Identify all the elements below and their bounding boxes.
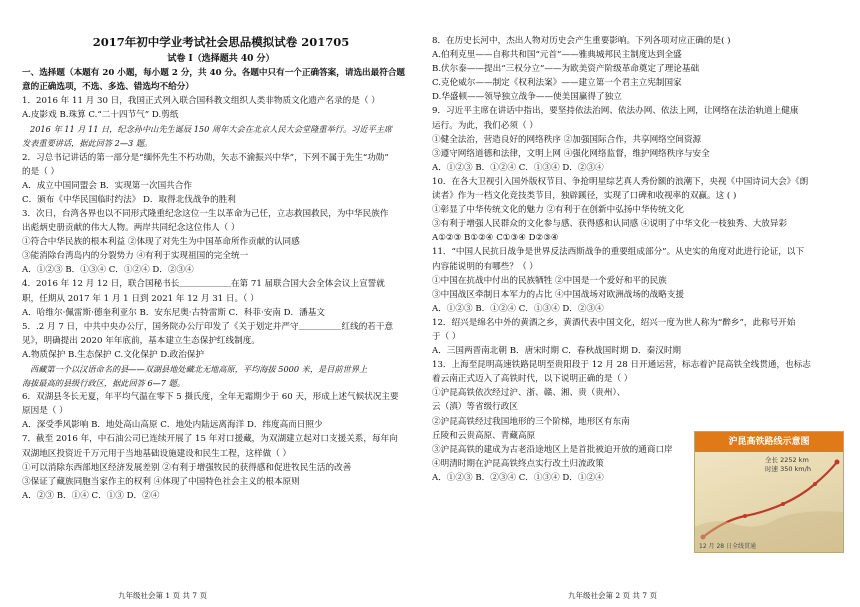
question-line: ③遵守网络道德和法律，文明上网 ④强化网络监督，维护网络秩序与安全 bbox=[432, 148, 710, 159]
question-line: 的是（ ） bbox=[22, 166, 60, 177]
question-line: 2016 年 11 月 11 日，纪念孙中山先生诞辰 150 周年大会在北京人民大会堂隆重举行。习近平主席 bbox=[30, 124, 393, 135]
question-line: ①彰显了中华传统文化的魅力 ②有利于在创新中弘扬中华传统文化 bbox=[432, 205, 684, 216]
question-line: 2．习总书记讲话的第一部分是“缅怀先生不朽功勋，矢志不渝振兴中华”，下列不属于先生“功勋” bbox=[22, 152, 389, 163]
map-title: 沪昆高铁路线示意图 bbox=[695, 432, 843, 452]
map-route-icon bbox=[695, 432, 843, 552]
route-map-image bbox=[694, 431, 844, 553]
question-line: 1．2016 年 11 月 30 日，我国正式列入联合国科教文组织人类非物质文化遗产名录的是（ ） bbox=[22, 96, 380, 107]
question-line: A.皮影戏 B.珠算 C.“二十四节气” D.剪纸 bbox=[22, 110, 179, 121]
section-instructions: 一、选择题（本题有 20 小题，每小题 2 分，共 40 分。各题中只有一个正确答案，请选出最符合题 bbox=[22, 68, 406, 78]
question-line: C.克伦威尔——制定《权利法案》——建立第一个君主立宪制国家 bbox=[432, 78, 682, 89]
footer-left: 九年级社会第 1 页 共 7 页 bbox=[118, 591, 207, 600]
question-line: 7．截至 2016 年，中石油公司已连续开展了 15 年对口援藏，为双湖建立起对口支援关系，每年向 bbox=[22, 434, 398, 445]
question-line: A．①②③ B．①③④ C．①②④ D．②③④ bbox=[22, 265, 194, 276]
section-instructions-cont: 意的正确选项，不选、多选、错选均不给分） bbox=[22, 82, 194, 93]
question-line: A．①②③ B．①②④ C．①③④ D．②③④ bbox=[432, 162, 604, 173]
question-line: 4．2016 年 12 月 12 日，联合国秘书长＿＿＿＿＿＿在第 71 届联合国大会全体会议上宣誓就 bbox=[22, 279, 385, 290]
question-line: 读者》作为一档文化竞技类节目，独辟蹊径，实现了口碑和收视率的双赢。这 ( ) bbox=[432, 191, 737, 202]
question-line: C．颁布《中华民国临时约法》 D．取得北伐战争的胜利 bbox=[22, 194, 236, 205]
question-line: 12．绍兴是绵名中外的黄酒之乡，黄酒代表中国文化，绍兴一度为世人称为“醉乡”，此称号开始 bbox=[432, 317, 796, 328]
question-line: 原因是（ ） bbox=[22, 406, 68, 417]
question-line: B.伏尔泰——提出“三权分立”——为欧美资产阶级革命奠定了理论基础 bbox=[432, 64, 700, 75]
question-line: 发表重要讲话，据此回答 2—3 题。 bbox=[22, 138, 153, 149]
question-line: 8．在历史长河中，杰出人物对历史会产生重要影响。下列各项对应正确的是( ) bbox=[432, 36, 731, 46]
question-line: ②沪昆高铁经过我国地形的三个阶梯，地形区有东南 bbox=[432, 416, 630, 427]
question-line: 5．.2 月 7 日，中共中央办公厅，国务院办公厅印发了《关于划定并严守＿＿＿＿＿红线的若干意 bbox=[22, 321, 394, 332]
question-line: A．②③ B．①④ C．①③ D．②④ bbox=[22, 490, 160, 501]
part1-title: 试卷 I（选择题共 40 分） bbox=[167, 54, 275, 64]
question-line: 11．“中国人民抗日战争是世界反法西斯战争的重要组成部分”。从史实的角度对此进行论证，以下 bbox=[432, 247, 805, 258]
left-questions bbox=[22, 94, 420, 503]
question-line: ③能消除台湾岛内的分裂势力 ④有利于实现祖国的完全统一 bbox=[22, 251, 249, 262]
question-line: 于（ ） bbox=[432, 331, 461, 342]
question-line: 3．次日，台湾各界也以不同形式隆重纪念这位一生以革命为己任，立志救国救民，为中华民族作 bbox=[22, 208, 389, 219]
exam-title: 2017年初中学业考试社会思品模拟试卷 201705 bbox=[92, 35, 350, 49]
question-line: ①符合中华民族的根本利益 ②体现了对先生为中国革命所作贡献的认同感 bbox=[22, 237, 300, 248]
question-line: ①健全法治，营造良好的网络秩序 ②加强国际合作，共享网络空间资源 bbox=[432, 134, 702, 145]
question-line: A．①②③ B．②③④ C．①③④ D．①②④ bbox=[432, 472, 604, 483]
left-page bbox=[22, 0, 420, 607]
question-line: ③有利于增强人民群众的文化参与感、获得感和认同感 ④说明了中华文化一枝独秀、大放异彩 bbox=[432, 219, 788, 230]
question-line: 10．在各大卫视引入国外版权节目、争抢明星综艺真人秀份额的浪潮下，央视《中国诗词大会》《朗 bbox=[432, 176, 809, 187]
question-line: A①②③ B①②④ C①③④ D②③④ bbox=[432, 233, 559, 244]
question-line: ③沪昆高铁的建成为古老沿途地区上是首批被迫开放的通商口岸 bbox=[432, 444, 673, 455]
question-line: A．深受季风影响 B．地处高山高原 C．地处内陆远离海洋 D．纬度高而日照少 bbox=[22, 420, 323, 431]
question-line: 丘陵和云贵高原、青藏高原 bbox=[432, 430, 536, 441]
question-line: ①中国在抗战中付出的民族牺牲 ②中国是一个爱好和平的民族 bbox=[432, 275, 667, 286]
map-stat: 全长 2252 km bbox=[765, 456, 809, 464]
question-line: 运行。为此，我们必须（ ） bbox=[432, 120, 538, 131]
question-line: 西藏第一个以汉语命名的县——双湖县地处藏北无地高原，平均海拔 5000 米，是目前世界上 bbox=[30, 363, 368, 374]
question-line: ④明清时期在沪昆高铁终点实行改土归流政策 bbox=[432, 458, 604, 469]
question-line: 着云南正式迈入了高铁时代，以下说明正确的是（ ） bbox=[432, 374, 633, 385]
footer-right: 九年级社会第 2 页 共 7 页 bbox=[568, 591, 657, 600]
question-line: 出彪炳史册贡献的伟大人物。两岸共同纪念这位伟人（ ） bbox=[22, 223, 240, 234]
question-line: ①沪昆高铁依次经过沪、浙、赣、湘、贵（贵州）、 bbox=[432, 388, 626, 399]
question-line: 云（滇）等省级行政区 bbox=[432, 402, 518, 413]
question-line: 9．习近平主席在讲话中指出，要坚持依法治网、依法办网、依法上网，让网络在法治轨道上健康 bbox=[432, 106, 799, 117]
question-line: 见》，明确提出 2020 年年底前，基本建立生态保护红线制度。 bbox=[22, 335, 260, 346]
question-line: 6．双湖县冬长无夏，年平均气温在零下 5 摄氏度，全年无霜期少于 60 天，形成上述气候状况主要 bbox=[22, 392, 399, 403]
question-line: 内容能说明的有哪些？（ ） bbox=[432, 261, 538, 272]
question-line: 13．上海至昆明高速铁路昆明至贵阳段于 12 月 28 日开通运营，标志着沪昆高铁全线贯通，也标志 bbox=[432, 360, 811, 371]
map-footnote: 12 月 28 日全线贯通 bbox=[699, 543, 756, 550]
question-line: A．哈维尔·佩雷斯·德奎利亚尔 B．安东尼奥·古特雷斯 C．科菲·安南 D．潘基文 bbox=[22, 307, 325, 318]
question-line: ①可以消除东西部地区经济发展差别 ②有利于增强牧民的获得感和促进牧民生活的改善 bbox=[22, 462, 352, 473]
question-line: A．①②③ B．①②④ C．①③④ D．②③④ bbox=[432, 303, 604, 314]
right-questions bbox=[432, 34, 842, 485]
question-line: 海拔最高的县级行政区，据此回答 6—7 题。 bbox=[22, 378, 185, 389]
question-line: ③保证了藏族同胞当家作主的权利 ④体现了中国特色社会主义的根本原则 bbox=[22, 476, 300, 487]
question-line: ③中国战区牵制日本军力的占比 ④中国战场对欧洲战场的战略支援 bbox=[432, 289, 684, 300]
question-line: A．成立中国同盟会 B．实现第一次国共合作 bbox=[22, 180, 192, 191]
question-line: D.华盛顿——领导独立战争——使美国赢得了独立 bbox=[432, 92, 622, 103]
question-line: 双湖地区投资近千万元用于当地基础设施建设和民生工程，这样做（ ） bbox=[22, 448, 292, 459]
question-line: A．三国两晋南北朝 B．唐宋时期 C．春秋战国时期 D．秦汉时期 bbox=[432, 346, 682, 357]
map-stat: 时速 350 km/h bbox=[765, 465, 811, 473]
question-line: A.伯利克里——自称共和国“元首”——雅典城邦民主制度达到全盛 bbox=[432, 50, 682, 61]
question-line: A.物质保护 B.生态保护 C.文化保护 D.政治保护 bbox=[22, 349, 204, 360]
question-line: 职，任期从 2017 年 1 月 1 日到 2021 年 12 月 31 日。（ ） bbox=[22, 293, 259, 304]
